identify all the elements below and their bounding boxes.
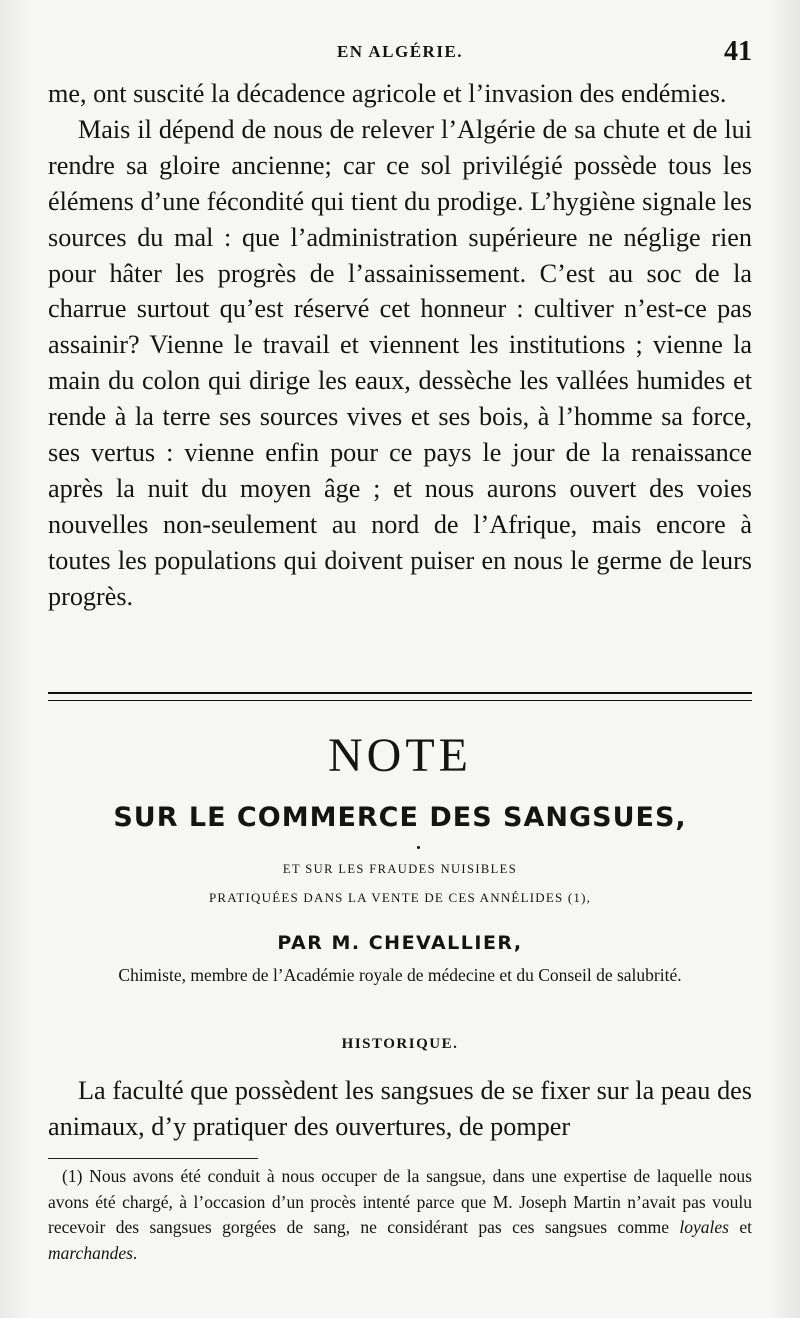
section-heading: HISTORIQUE. (341, 1036, 459, 1052)
section-text (48, 1073, 752, 1145)
note-subtitle-line-1: ET SUR LES FRAUDES NUISIBLES (282, 862, 518, 876)
footnote-text-start: (1) Nous avons été conduit à nous occuper de la sangsue, dans une expertise de laquelle nous avons été chargé, à l’occasion d’un procès intenté parce que M. Joseph Martin n’avait pas voulu recevoir des sangsues gorgées de sang, ne considérant pas ces sangsues comme (48, 1166, 752, 1237)
author-line: PAR M. CHEVALLIER, (277, 932, 523, 954)
footnote-rule (48, 1158, 258, 1159)
paragraph-continuation: me, ont suscité la décadence agricole et l’invasion des endémies. (48, 79, 727, 108)
running-title: EN ALGÉRIE. (336, 42, 464, 61)
footnote (48, 1164, 752, 1266)
footnote-text-end: . (132, 1242, 138, 1263)
page-header (48, 38, 752, 72)
note-subtitle: SUR LE COMMERCE DES SANGSUES, (113, 802, 687, 833)
footnote-italic-loyales: loyales (679, 1217, 729, 1237)
note-subtitle-line-2: PRATIQUÉES DANS LA VENTE DE CES ANNÉLIDES (1), (208, 890, 592, 905)
main-text (48, 76, 752, 615)
footnote-italic-marchandes: marchandes (48, 1242, 133, 1263)
footnote-text-mid: et (728, 1217, 752, 1237)
ornament-dot (417, 846, 420, 849)
paragraph-algerie: Mais il dépend de nous de relever l’Algérie de sa chute et de lui rendre sa gloire ancienne; car ce sol privilégié possède tous les élémens d’une fécondité qui tient du prodige. L’hygiène signale les sources du mal : que l’administration supérieure ne néglige rien pour hâter les progrès de l’assainissement. C’est au soc de la charrue surtout qu’est réservé cet honneur : cultiver n’est-ce pas assainir? Vienne le travail et viennent les institutions ; vienne la main du colon qui dirige les eaux, dessèche les vallées humides et rende à la terre ses sources vives et ses bois, à l’homme sa force, ses vertus : vienne enfin pour ce pays le jour de la renaissance après la nuit du moyen âge ; et nous aurons ouvert des voies nouvelles non-seulement au nord de l’Afrique, mais encore à toutes les populations qui doivent puiser en nous le germe de leurs progrès. (48, 114, 752, 611)
footnote-text (48, 1164, 752, 1266)
paragraph-historique: La faculté que possèdent les sangsues de se fixer sur la peau des animaux, d’y pratiquer des ouvertures, de pomper (48, 1076, 752, 1141)
note-title: NOTE (328, 729, 472, 782)
double-rule-divider (48, 692, 752, 701)
page-number: 41 (724, 36, 752, 67)
author-affiliation: Chimiste, membre de l’Académie royale de médecine et du Conseil de salubrité. (118, 965, 682, 985)
